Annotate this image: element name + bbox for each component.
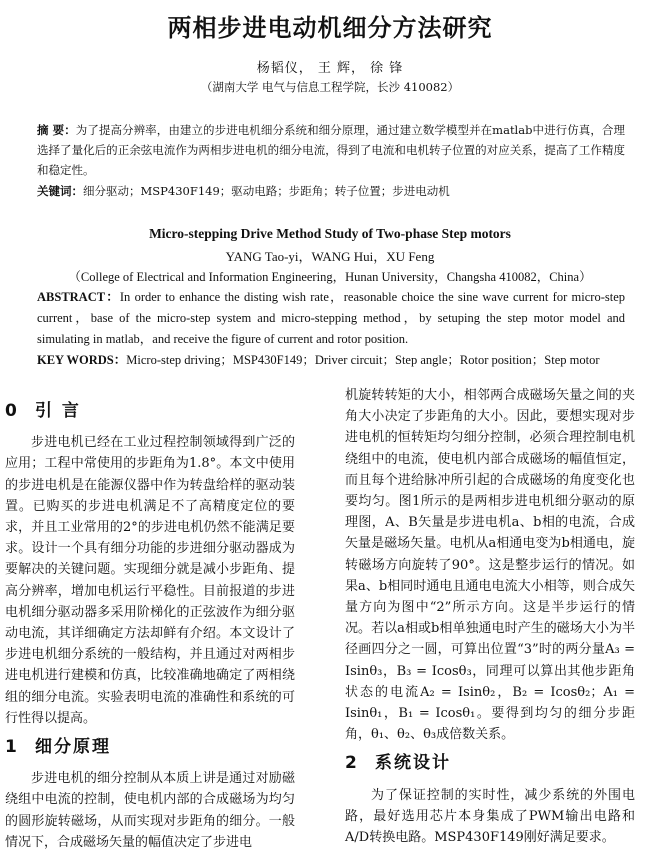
abstract-en-label: ABSTRACT：	[37, 290, 120, 304]
section-number: 2	[345, 753, 359, 774]
abstract-cn-text: 为了提高分辨率，由建立的步进电机细分系统和细分原理，通过建立数学模型并在matlab中进行仿真，合理选择了量化后的正余弦电流作为两相步进电机的细分电流，得到了电流和电机转子位置的对应关系，提高了工作精度和稳定性。	[37, 123, 625, 177]
section-number: 0	[5, 401, 19, 421]
authors-cn: 杨韬仪， 王 辉， 徐 锋	[256, 61, 404, 76]
intro-paragraph: 步进电机已经在工业过程控制领域得到广泛的应用；工程中常使用的步距角为1.8°。本文中使用的步进电机是在能源仪器中作为转盘给样的驱动装置。已购买的步进电机满足不了高精度定位的要求，并且工业常用的2°的步进电机仍然不能满足要求。设计一个具有细分功能的步进细分驱动器成为要解决的关键问题。实现细分就是减小步距角、提高分辨率，增加电机运行平稳性。目前报道的步进电机细分驱动器多采用阶梯化的正弦波作为细分驱动电流，其详细确定方法却鲜有介绍。本文设计了步进电机细分系统的一般结构，并且通过对两相步进电机进行建模和仿真，比较准确地确定了两相绕组的细分电流。实验表明电流的准确性和系统的可行性得以提高。	[5, 435, 295, 726]
paper-title-cn: 两相步进电动机细分方法研究	[167, 14, 493, 42]
affiliation-cn: （湖南大学 电气与信息工程学院，长沙 410082）	[200, 80, 460, 94]
keywords-en-text: Micro-step driving；MSP430F149；Driver circuit；Step angle；Rotor position；Step motor	[126, 353, 600, 367]
keywords-en	[37, 350, 625, 371]
authors-en: YANG Tao-yi，WANG Hui，XU Feng	[225, 249, 435, 264]
design-paragraph: 为了保证控制的实时性，减少系统的外围电路，最好选用芯片本身集成了PWM输出电路和A/D转换电路。MSP430F149刚好满足要求。	[345, 787, 635, 846]
abstract-cn	[37, 120, 625, 180]
keywords-cn-text: 细分驱动；MSP430F149；驱动电路；步距角；转子位置；步进电动机	[83, 184, 450, 198]
section-title: 细分原理	[35, 737, 111, 758]
principle-paragraph: 步进电机的细分控制从本质上讲是通过对励磁绕组中电流的控制，使电机内部的合成磁场为均匀的圆形旋转磁场，从而实现对步距角的细分。一般情况下，合成磁场矢量的幅值决定了步进电	[5, 771, 295, 850]
keywords-cn-label: 关键词：	[37, 184, 83, 198]
section-heading-design	[345, 753, 635, 774]
principle-paragraph-continued: 机旋转转矩的大小，相邻两合成磁场矢量之间的夹角大小决定了步距角的大小。因此，要想实现对步进电机的恒转矩均匀细分控制，必须合理控制电机绕组中的电流，使电机内部合成磁场的幅值恒定，而且每个进给脉冲所引起的合成磁场的角度变化也要均匀。图1所示的是两相步进电机细分驱动的原理图，A、B矢量是步进电机a、b相的电流，合成矢量是磁场矢量。电机从a相通电变为b相通电，旋转磁场方向旋转了90°。这是整步运行的情况。如果a、b相同时通电且通电电流大小相等，则合成矢量方向为图中“2”所示方向。这是半步运行的情况。若以a相或b相单独通电时产生的磁场大小为半径画四分之一圆，可算出位置“3”时的两分量A₃ = Isinθ₃，B₃ = Icosθ₃，同理可以算出其他步距角状态的电流A₂ = Isinθ₂，B₂ = Icosθ₂；A₁ = Isinθ₁，B₁ = Icosθ₁。要得到均匀的细分步距角，θ₁、θ₂、θ₃成倍数关系。	[345, 388, 635, 743]
section-number: 1	[5, 737, 19, 758]
abstract-en	[37, 287, 625, 350]
abstract-en-text: In order to enhance the disting wish rate，reasonable choice the sine wave current for micro-step current，base of the micro-step system and micro-stepping method，by setuping the step motor model and simulating in matlab，and receive the figure of current and rotor position.	[37, 290, 625, 346]
right-column	[345, 385, 635, 856]
section-heading-intro	[5, 401, 295, 422]
abstract-cn-label: 摘 要：	[37, 123, 76, 137]
affiliation-en: （College of Electrical and Information Engineering，Hunan University，Changsha 410082，China）	[68, 270, 592, 284]
keywords-cn	[37, 181, 625, 201]
keywords-en-label: KEY WORDS：	[37, 353, 127, 367]
section-heading-principle	[5, 737, 295, 758]
section-title: 系统设计	[375, 753, 451, 774]
paper-title-en: Micro-stepping Drive Method Study of Two-phase Step motors	[149, 226, 511, 241]
section-title: 引 言	[35, 401, 81, 421]
left-column	[5, 395, 295, 861]
